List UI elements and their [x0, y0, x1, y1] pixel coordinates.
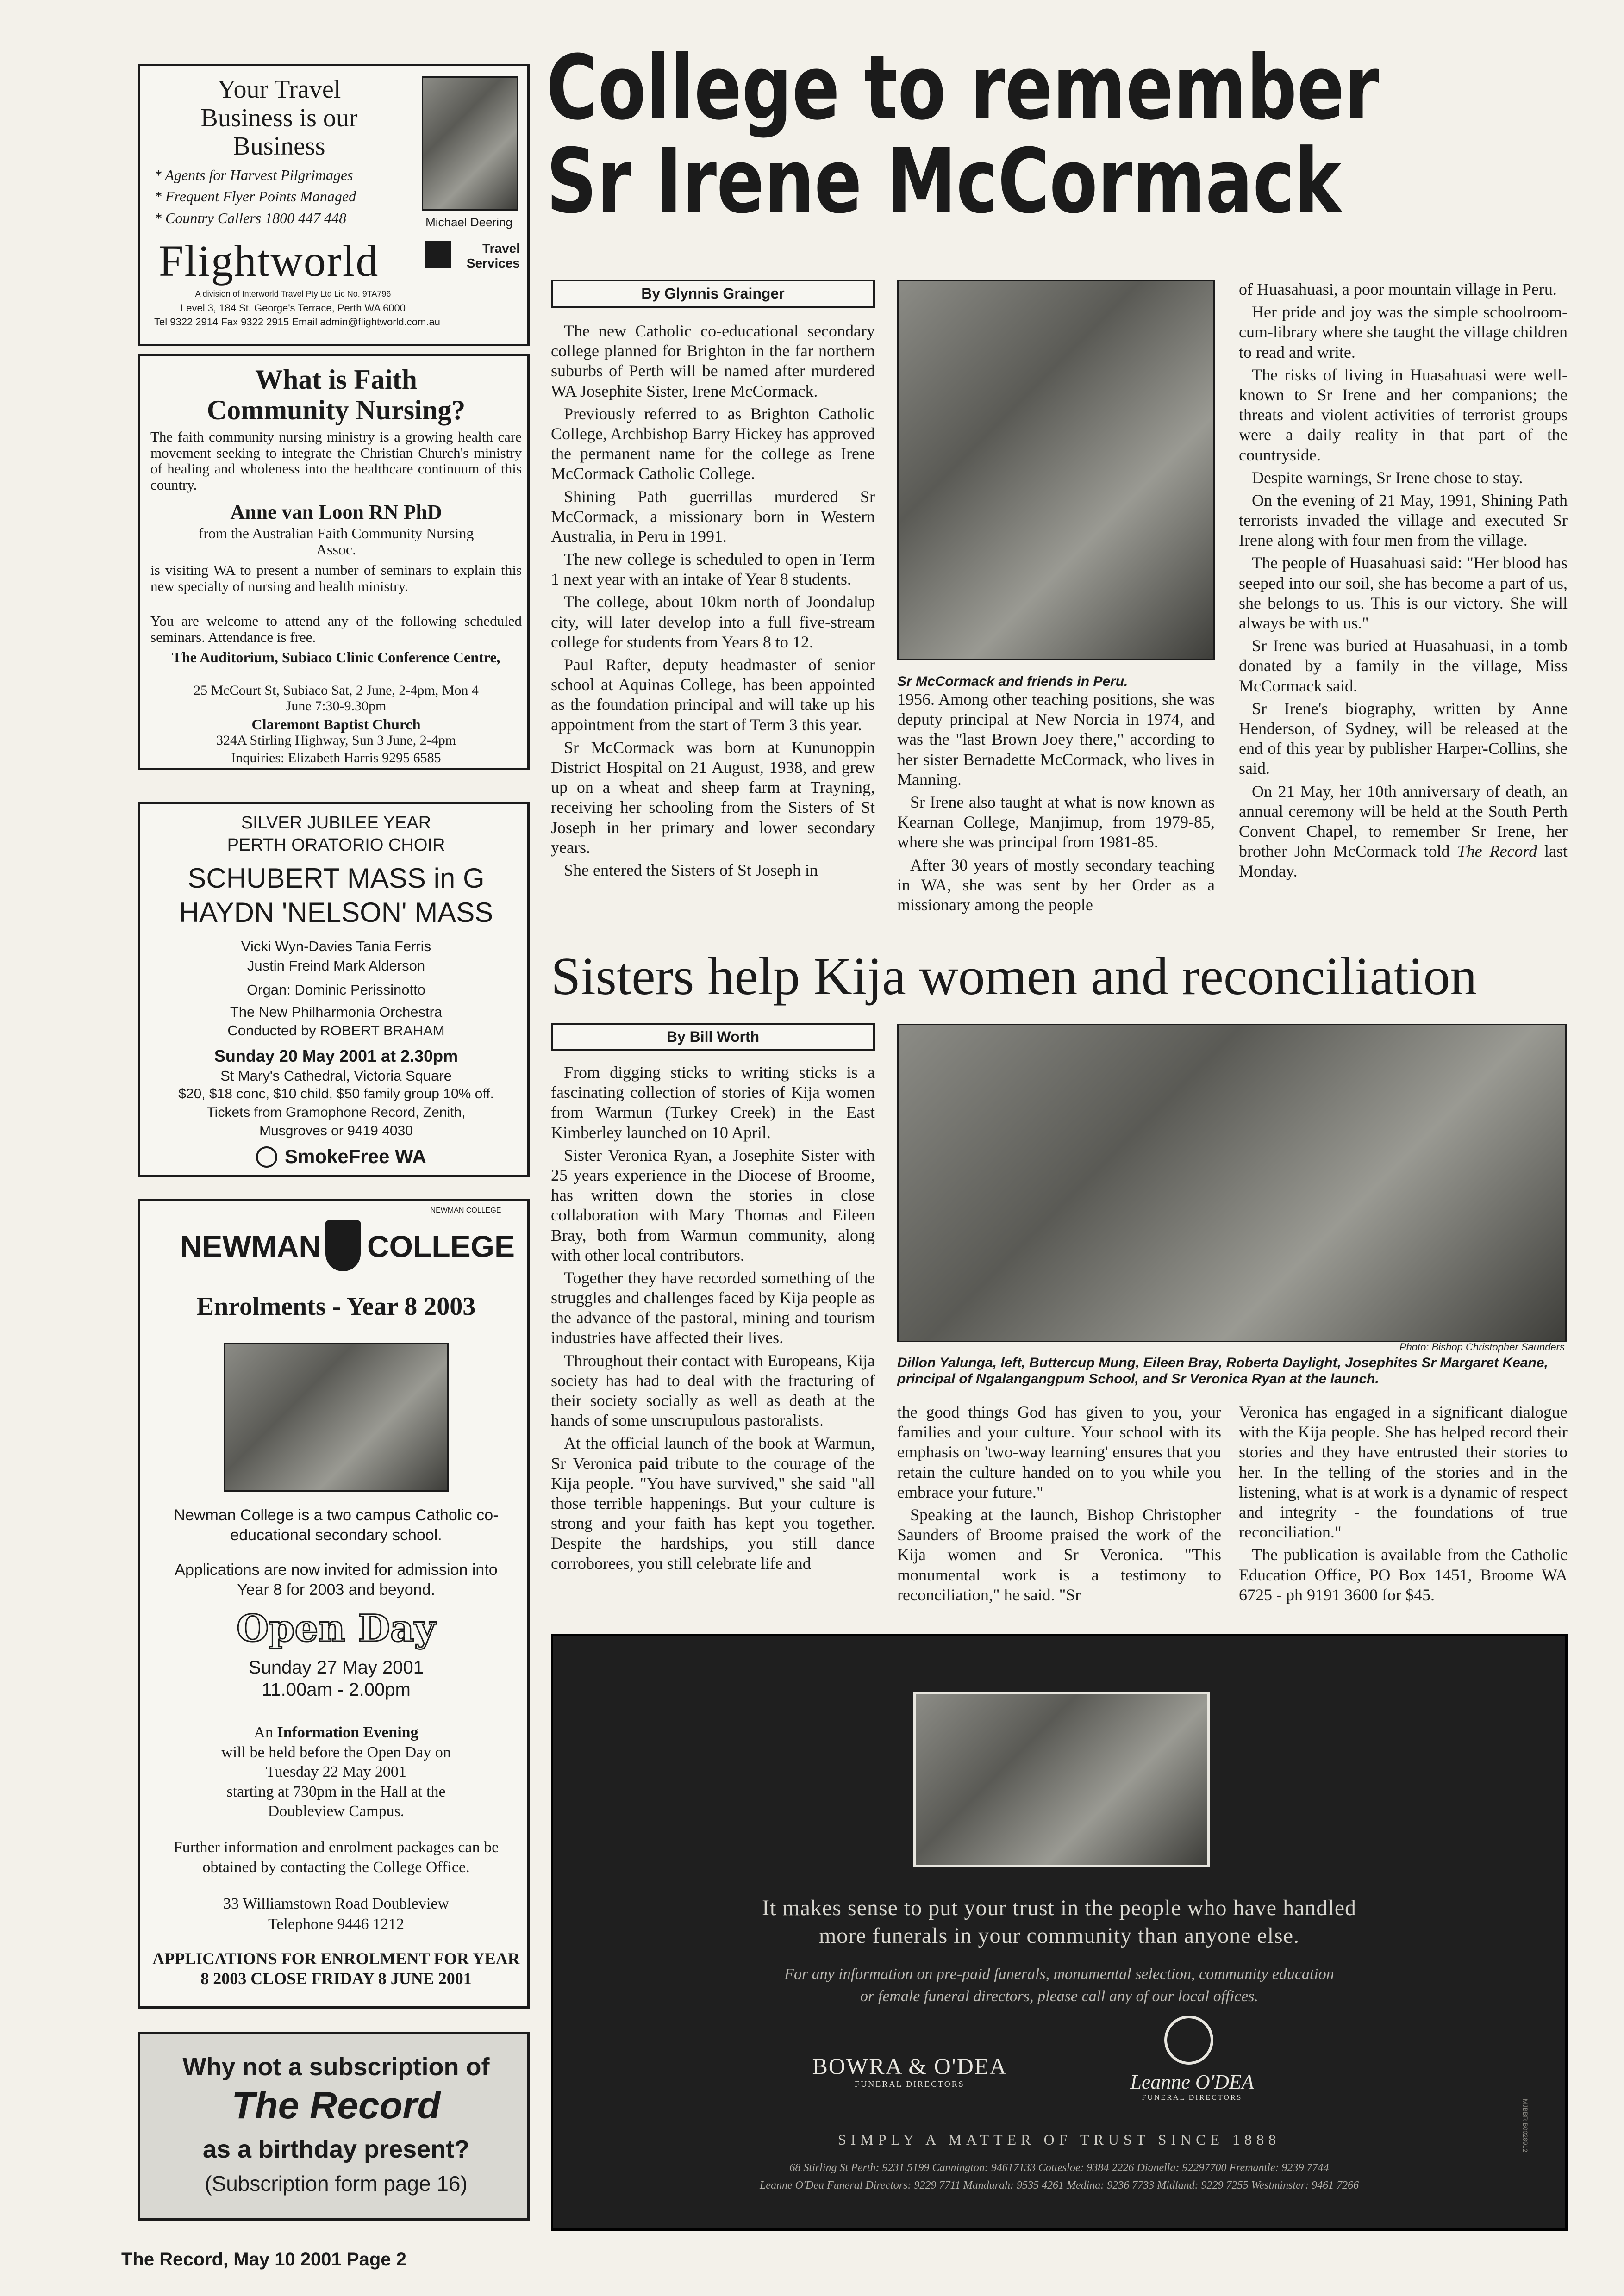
- paragraph: After 30 years of mostly secondary teaching in WA, she was sent by her Order as a missionary among the people: [897, 855, 1215, 914]
- paragraph: The new Catholic co-educational secondary college planned for Brighton in the far northern suburbs of Perth will be named after murdered WA Josephite Sister, Irene McCormack.: [551, 322, 875, 400]
- choir-venue: St Mary's Cathedral, Victoria Square: [220, 1068, 452, 1084]
- choir-soloists2: Justin Freind Mark Alderson: [247, 958, 425, 974]
- paragraph: Sr Irene was buried at Huasahuasi, in a tomb donated by a family in the village, Miss McCormack said.: [1239, 636, 1568, 695]
- subscription-line2: The Record: [231, 2084, 441, 2127]
- nursing-intro: The faith community nursing ministry is a growing health care movement seeking to integrate the Christian Church's ministry of healing and wholeness into the healthcare continuum of this country.: [150, 429, 522, 493]
- travel-bullet: * Frequent Flyer Points Managed: [154, 188, 356, 205]
- choir-line2: PERTH ORATORIO CHOIR: [227, 835, 445, 855]
- mccormack-photo: [897, 280, 1215, 660]
- paragraph: Paul Rafter, deputy headmaster of senior school at Aquinas College, has been appointed as the foundation principal and will take up his appointment from the start of Term 3 this year.: [551, 655, 875, 734]
- subscription-line1: Why not a subscription of: [182, 2053, 490, 2081]
- nursing-venue1: The Auditorium, Subiaco Clinic Conference Centre,: [172, 649, 500, 666]
- amex-badge: [425, 241, 451, 268]
- photo-credit: Photo: Bishop Christopher Saunders: [1399, 1341, 1565, 1353]
- paragraph: She entered the Sisters of St Joseph in: [564, 860, 818, 879]
- article2-byline: By Bill Worth: [551, 1023, 875, 1051]
- leanne-odea-logo: [1095, 2070, 1289, 2102]
- article2-col3: [1239, 1402, 1568, 1608]
- students-photo: [224, 1343, 449, 1492]
- article2-headline: Sisters help Kija women and reconciliation: [551, 947, 1477, 1006]
- article2-col1: [551, 1063, 875, 1576]
- newman-applications: Applications are now invited for admission into Year 8 for 2003 and beyond.: [175, 1561, 498, 1599]
- michael-deering-portrait: [422, 76, 518, 211]
- paragraph: Previously referred to as Brighton Catholic College, Archbishop Barry Hickey has approved the permanent name for the college as Irene McCormack Catholic College.: [551, 404, 875, 483]
- paragraph: At the official launch of the book at Warmun, Sr Veronica paid tribute to the courage of the Kija people. "You have survived," she said "all those terrible happenings. But your culture is strong and your faith has kept you together. Despite the hardships, you still dance corroborees, you still celebrate life and: [551, 1434, 875, 1573]
- choir-date: Sunday 20 May 2001 at 2.30pm: [214, 1046, 458, 1065]
- travel-bullet: * Agents for Harvest Pilgrimages: [154, 167, 353, 183]
- article1-headline-line: College to remember: [546, 37, 1380, 140]
- article1-byline: By Glynnis Grainger: [551, 280, 875, 308]
- choir-mass2: HAYDN 'NELSON' MASS: [179, 897, 493, 928]
- paragraph: Speaking at the launch, Bishop Christopher Saunders of Broome praised the work of the Kija women and Sr Veronica. "This monumental work is a testimony to reconciliation," he said. "Sr: [897, 1505, 1221, 1604]
- newman-desc: Newman College is a two campus Catholic co-educational secondary school.: [174, 1506, 499, 1544]
- paragraph: From digging sticks to writing sticks is a fascinating collection of stories of Kija women from Warmun (Turkey Creek) in the East Kimberley launched on 10 April.: [551, 1063, 875, 1142]
- article1-headline: [546, 37, 1380, 233]
- paragraph: The college, about 10km north of Joondalup city, will later develop into a full five-stream college for students from Years 8 to 12.: [551, 592, 875, 651]
- newman-ad: [138, 1199, 530, 2009]
- travel-contact: Tel 9322 2914 Fax 9322 2915 Email admin@flightworld.com.au: [154, 316, 440, 328]
- choir-tickets2: Musgroves or 9419 4030: [259, 1123, 413, 1139]
- text-run: last Monday.: [1239, 842, 1568, 881]
- choir-organ: Organ: Dominic Perissinotto: [247, 982, 425, 998]
- open-day-title: Open Day: [236, 1606, 436, 1650]
- paragraph: Throughout their contact with Europeans, Kija society has had to deal with the fracturing of their society socially as well as death at the hands of some unscrupulous pastoralists.: [551, 1351, 875, 1430]
- newman-further: Further information and enrolment packages can be obtained by contacting the College Office.: [173, 1839, 499, 1876]
- paragraph: On the evening of 21 May, 1991, Shining Path terrorists invaded the village and executed Sr Irene along with four men from the village.: [1239, 491, 1568, 550]
- newman-name-right: COLLEGE: [367, 1229, 515, 1263]
- paragraph: Together they have recorded something of the struggles and challenges faced by Kija people as the advance of the pastoral, mining and tourism industries have affected their lives.: [551, 1268, 875, 1347]
- paragraph: Her pride and joy was the simple schoolroom-cum-library where she taught the village children to read and write.: [1239, 303, 1568, 361]
- paragraph: The people of Huasahuasi said: "Her blood has seeped into our soil, she has become a part of us, she belongs to us. This is our victory. She will always be with us.": [1239, 554, 1568, 632]
- info-bold: Information Evening: [277, 1724, 418, 1741]
- paragraph: The new college is scheduled to open in Term 1 next year with an intake of Year 8 students.: [551, 550, 875, 589]
- flightworld-logo: Flightworld: [159, 236, 379, 286]
- funeral-offices1: 68 Stirling St Perth: 9231 5199 Cannington: 94617133 Cottesloe: 9384 2226 Dianella: 92297700 Fremantle: 9239 7744: [789, 2162, 1329, 2174]
- travel-bullets: [154, 164, 413, 229]
- funeral-info1: For any information on pre-paid funerals, monumental selection, community education: [784, 1966, 1334, 1983]
- mccormack-caption: Sr McCormack and friends in Peru.: [897, 674, 1128, 689]
- crest-label: NEWMAN COLLEGE: [430, 1207, 501, 1214]
- nursing-from: from the Australian Faith Community Nursing Assoc.: [198, 525, 474, 558]
- info-evening: [159, 1723, 513, 1822]
- nursing-ad: [138, 354, 530, 770]
- subscription-line3: as a birthday present?: [202, 2135, 470, 2163]
- publication-name: The Record: [1457, 842, 1537, 861]
- newman-enrolments: Enrolments - Year 8 2003: [196, 1292, 476, 1321]
- info-line: starting at 730pm in the Hall at the: [226, 1783, 446, 1800]
- funeral-offices2: Leanne O'Dea Funeral Directors: 9229 7711 Mandurah: 9535 4261 Medina: 9236 7733 Midland: 9229 7255 Westminster: 9461 7266: [759, 2179, 1359, 2191]
- nursing-speaker: Anne van Loon RN PhD: [230, 501, 442, 523]
- choir-mass1: SCHUBERT MASS in G: [187, 863, 485, 894]
- subscription-line4: (Subscription form page 16): [205, 2172, 468, 2196]
- travel-bullet: * Country Callers 1800 447 448: [154, 209, 347, 226]
- nursing-title-line: Community Nursing?: [206, 395, 466, 425]
- newman-closing: APPLICATIONS FOR ENROLMENT FOR YEAR 8 2003 CLOSE FRIDAY 8 JUNE 2001: [152, 1949, 520, 1988]
- newman-name-left: NEWMAN: [180, 1229, 321, 1263]
- choir-tickets1: Tickets from Gramophone Record, Zenith,: [206, 1105, 466, 1120]
- nursing-venue1-detail: 25 McCourt St, Subiaco Sat, 2 June, 2-4pm, Mon 4 June 7:30-9.30pm: [194, 683, 479, 714]
- travel-heading: [150, 75, 409, 161]
- bowra-odea-logo: [808, 2053, 1012, 2089]
- smokefree-icon: [256, 1146, 277, 1168]
- nursing-title-line: What is Faith: [255, 364, 418, 395]
- travel-services-label: Travel Services: [466, 241, 520, 271]
- article1-col2: [897, 690, 1215, 918]
- page-footer: The Record, May 10 2001 Page 2: [121, 2249, 406, 2270]
- info-line: will be held before the Open Day on: [221, 1743, 451, 1761]
- leanne-odea-sub: FUNERAL DIRECTORS: [1142, 2094, 1243, 2102]
- article1-headline-line: Sr Irene McCormack: [546, 130, 1341, 233]
- choir-ad: [138, 802, 530, 1177]
- nursing-venue2-detail: 324A Stirling Highway, Sun 3 June, 2-4pm: [216, 733, 456, 748]
- info-line: Tuesday 22 May 2001: [266, 1763, 406, 1780]
- funeral-ad: [551, 1634, 1568, 2231]
- paragraph: of Huasahuasi, a poor mountain village in Peru.: [1239, 280, 1557, 299]
- choir-orchestra: The New Philharmonia Orchestra: [230, 1004, 443, 1020]
- info-line: Doubleview Campus.: [268, 1803, 405, 1820]
- paragraph: Sister Veronica Ryan, a Josephite Sister with 25 years experience in the Diocese of Broome, has written down the stories in close collaboration with Mary Thomas and Eileen Bray, both from Warmun community, along with other local contributors.: [551, 1145, 875, 1264]
- travel-heading-line: Your Travel: [217, 75, 341, 104]
- choir-sponsor: SmokeFree WA: [285, 1145, 426, 1167]
- paragraph: The risks of living in Huasahuasi were well-known to Sr Irene and her companions; the threats and violent activities of terrorist groups were a daily reality in that part of the countryside.: [1239, 365, 1568, 464]
- funeral-slogan: SIMPLY A MATTER OF TRUST SINCE 1888: [837, 2131, 1281, 2148]
- paragraph: Shining Path guerrillas murdered Sr McCormack, a missionary born in Western Australia, in Peru in 1991.: [551, 487, 875, 546]
- article1-col1: [551, 321, 875, 883]
- bowra-odea-name: BOWRA & O'DEA: [812, 2053, 1007, 2079]
- choir-line1: SILVER JUBILEE YEAR: [241, 813, 431, 833]
- paragraph: the good things God has given to you, your families and your culture. Your school with its emphasis on 'two-way learning' ensures that you retain the culture handed on to you while you embrace your future.": [897, 1403, 1221, 1501]
- info-prefix: An: [254, 1724, 277, 1741]
- paragraph: Despite warnings, Sr Irene chose to stay.: [1252, 468, 1523, 487]
- kija-launch-photo: [897, 1024, 1567, 1342]
- choir-conductor: Conducted by ROBERT BRAHAM: [227, 1022, 445, 1039]
- travel-small-print: A division of Interworld Travel Pty Ltd Lic No. 9TA796: [195, 289, 391, 299]
- paragraph: Veronica has engaged in a significant dialogue with the Kija people. She has helped record their stories and they have entrusted their stories to her. In the telling of the stories and in the listening, what is at work is a dynamic of respect and integrity - the foundations of true reconciliation.": [1239, 1403, 1568, 1542]
- funeral-side-code: MJBBR B0028912: [1522, 2099, 1529, 2153]
- paragraph: The publication is available from the Catholic Education Office, PO Box 1451, Broome WA 6725 - ph 9191 3600 for $45.: [1239, 1545, 1568, 1604]
- paragraph: Sr Irene also taught at what is now known as Kearnan College, Manjimup, from 1979-85, where she was principal from 1981-85.: [897, 792, 1215, 852]
- travel-heading-line: Business is our: [200, 103, 358, 132]
- subscription-ad: [138, 2032, 530, 2221]
- choir-prices: $20, $18 conc, $10 child, $50 family group 10% off.: [178, 1086, 494, 1101]
- open-day-date: Sunday 27 May 2001: [248, 1657, 424, 1678]
- article1-col3: [1239, 280, 1568, 884]
- nursing-inquiries: Inquiries: Elizabeth Harris 9295 6585: [231, 750, 441, 765]
- nursing-title: [150, 364, 523, 425]
- rose-logo-icon: [1164, 2016, 1213, 2065]
- nursing-welcome: You are welcome to attend any of the following scheduled seminars. Attendance is free.: [150, 613, 522, 645]
- paragraph: Sr McCormack was born at Kununoppin District Hospital on 21 August, 1938, and grew up on a wheat and sheep farm at Trayning, receiving her schooling from the Sisters of St Joseph in her primary and lower secondary years.: [551, 738, 875, 857]
- leanne-odea-name: Leanne O'DEA: [1130, 2071, 1254, 2093]
- newman-address: 33 Williamstown Road Doubleview: [223, 1895, 450, 1912]
- paragraph: [1239, 782, 1568, 882]
- kija-caption: Dillon Yalunga, left, Buttercup Mung, Eileen Bray, Roberta Daylight, Josephites Sr Margaret Keane, principal of Ngalangangpum School, and Sr Veronica Ryan at the launch.: [897, 1355, 1548, 1387]
- crest-icon: [325, 1220, 361, 1271]
- bowra-odea-sub: FUNERAL DIRECTORS: [855, 2079, 965, 2089]
- travel-heading-line: Business: [233, 132, 325, 161]
- open-day-time: 11.00am - 2.00pm: [262, 1680, 411, 1700]
- newman-phone: Telephone 9446 1212: [268, 1916, 405, 1933]
- funeral-info2: or female funeral directors, please call any of our local offices.: [860, 1988, 1258, 2005]
- portrait-name: Michael Deering: [425, 215, 512, 229]
- paragraph: Sr Irene's biography, written by Anne Henderson, of Sydney, will be released at the end of this year by publisher Harper-Collins, she said.: [1239, 699, 1568, 778]
- text-run: On 21 May, her 10th anniversary of death, an annual ceremony will be held at the South Perth Convent Chapel, to remember Sr Irene, her brother John McCormack told: [1239, 782, 1568, 861]
- travel-address: Level 3, 184 St. George's Terrace, Perth WA 6000: [180, 302, 406, 314]
- paragraph: 1956. Among other teaching positions, she was deputy principal at New Norcia in 1974, and was the "last Brown Joey there," according to her sister Bernadette McCormack, who lives in Manning.: [897, 690, 1215, 789]
- funeral-tagline1: It makes sense to put your trust in the people who have handled: [762, 1896, 1357, 1920]
- nursing-venue2: Claremont Baptist Church: [251, 716, 421, 733]
- funeral-directors-photo: [913, 1692, 1210, 1867]
- funeral-tagline2: more funerals in your community than anyone else.: [818, 1923, 1300, 1948]
- choir-soloists1: Vicki Wyn-Davies Tania Ferris: [241, 938, 431, 954]
- flightworld-ad: [138, 64, 530, 346]
- article2-col2: [897, 1402, 1221, 1608]
- nursing-visit: is visiting WA to present a number of seminars to explain this new specialty of nursing and health ministry.: [150, 562, 522, 594]
